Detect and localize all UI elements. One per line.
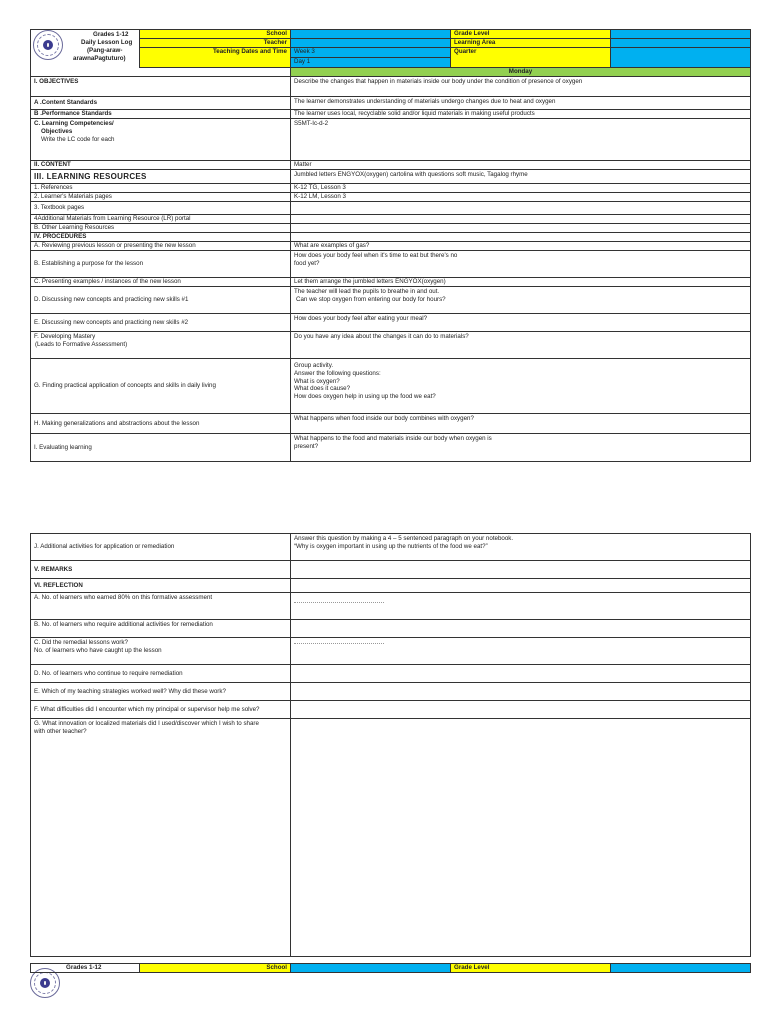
school-value[interactable] (291, 30, 451, 39)
teacher-value[interactable] (291, 39, 451, 48)
ref-g-line-2: with other teacher? (34, 727, 87, 735)
competencies-value[interactable]: S5MT-Ic-d-2 (294, 120, 329, 127)
log-subtitle-1: (Pang-araw- (87, 47, 123, 54)
performance-standards-value[interactable]: The learner uses local, recyclable solid and/or liquid materials in making useful products (294, 110, 535, 117)
proc-g-line-4: What does it cause? (294, 385, 351, 393)
table-row (31, 620, 750, 638)
ref-e-label: E. Which of my teaching strategies worked well? Why did these work? (31, 683, 291, 700)
additional-materials-label: 4Additional Materials from Learning Resource (LR) portal (31, 215, 291, 223)
proc-i-label: I. Evaluating learning (31, 434, 291, 461)
proc-h-value[interactable]: What happens when food inside our body combines with oxygen? (294, 415, 474, 422)
performance-standards-label: B .Performance Standards (31, 110, 291, 118)
table-row (31, 701, 750, 719)
table-row (31, 683, 750, 701)
references-value[interactable]: K-12 TG, Lesson 3 (294, 184, 346, 191)
table-row (31, 193, 750, 202)
objectives-label: I. OBJECTIVES (31, 77, 291, 96)
ref-b-label: B. No. of learners who require additional activities for remediation (31, 620, 291, 637)
procedures-label: IV. PROCEDURES (31, 233, 291, 241)
table-row (31, 579, 750, 593)
proc-d-label: D. Discussing new concepts and practicing new skills #1 (31, 287, 291, 313)
lesson-table (30, 76, 751, 462)
proc-g-line-1: Group activity. (294, 362, 334, 369)
proc-h-label: H. Making generalizations and abstractions about the lesson (31, 414, 291, 433)
proc-b-line-2: food yet? (294, 259, 320, 267)
table-row (31, 224, 750, 233)
table-row (31, 332, 750, 359)
proc-g-line-5: How does oxygen help in using up the food we eat? (294, 393, 436, 400)
table-row (31, 119, 750, 161)
grade-level-label: Grade Level (451, 30, 611, 39)
references-label: 1. References (31, 184, 291, 192)
proc-f-line-2: (Leads to Formative Assessment) (35, 340, 128, 348)
table-row (31, 202, 750, 215)
table-row (31, 359, 750, 414)
table-row (31, 534, 750, 561)
competencies-label (31, 119, 291, 160)
reflection-label: VI. REFLECTION (31, 579, 291, 592)
proc-g-line-3: What is oxygen? (294, 377, 340, 385)
additional-materials-value[interactable] (291, 215, 750, 223)
table-row (31, 110, 750, 119)
dates-label: Teaching Dates and Time (140, 48, 291, 68)
ref-f-value[interactable] (291, 701, 750, 718)
quarter-label: Quarter (451, 48, 611, 68)
ref-c-value[interactable] (291, 638, 750, 664)
learning-area-value[interactable] (611, 39, 750, 48)
footer-grades: Grades 1-12 (31, 964, 140, 972)
ref-a-value[interactable] (291, 593, 750, 619)
next-page-header (30, 963, 751, 973)
proc-d-value[interactable] (291, 287, 750, 313)
proc-d-line-2: Can we stop oxygen from entering our body for hours? (296, 295, 446, 303)
proc-j-line-2: “Why is oxygen important in using up the nutrients of the food we eat?” (294, 542, 488, 550)
grades-label: Grades 1-12 (93, 31, 129, 38)
proc-f-line-1: F. Developing Mastery (34, 333, 96, 340)
table-row (31, 170, 750, 184)
proc-j-label: J. Additional activities for application or remediation (31, 534, 291, 560)
ref-g-label (31, 719, 291, 956)
table-row (31, 184, 750, 193)
ref-d-label: D. No. of learners who continue to require remediation (31, 665, 291, 682)
ref-f-label: F. What difficulties did I encounter which my principal or supervisor help me solve? (31, 701, 291, 718)
proc-j-line-1: Answer this question by making a 4 – 5 sentenced paragraph on your notebook. (294, 535, 514, 542)
proc-g-label: G. Finding practical application of concepts and skills in daily living (31, 359, 291, 413)
proc-b-label: B. Establishing a purpose for the lesson (31, 251, 291, 277)
school-label: School (140, 30, 291, 39)
reflection-value[interactable] (291, 579, 750, 592)
content-label: II. CONTENT (31, 161, 291, 169)
table-row (31, 434, 750, 461)
day-value[interactable]: Day 1 (291, 58, 451, 68)
ref-e-value[interactable] (291, 683, 750, 700)
lm-pages-value[interactable]: K-12 LM, Lesson 3 (294, 193, 346, 200)
table-row (31, 251, 750, 278)
proc-a-label: A. Reviewing previous lesson or presenting the new lesson (31, 242, 291, 250)
quarter-value[interactable] (611, 48, 750, 68)
ref-c-line-1: C. Did the remedial lessons work? (34, 639, 128, 646)
table-row (31, 561, 750, 579)
ref-b-value[interactable] (291, 620, 750, 637)
textbook-pages-value[interactable] (291, 202, 750, 214)
proc-e-label: E. Discussing new concepts and practicing new skills #2 (31, 314, 291, 331)
other-resources-label: B. Other Learning Resources (31, 224, 291, 232)
content-standards-value[interactable]: The learner demonstrates understanding of materials undergo changes due to heat and oxygen (294, 98, 556, 105)
dll-header (30, 29, 751, 77)
table-row (31, 77, 750, 97)
dll-title-block (31, 30, 140, 68)
proc-b-value[interactable] (291, 251, 750, 277)
remarks-value[interactable] (291, 561, 750, 578)
proc-c-label: C. Presenting examples / instances of the new lesson (31, 278, 291, 286)
reflection-table (30, 533, 751, 957)
ref-g-line-1: G. What innovation or localized materials did I used/discover which I wish to share (34, 720, 259, 727)
ref-c-label (31, 638, 291, 664)
lm-pages-label: 2. Learner's Materials pages (31, 193, 291, 201)
textbook-pages-label: 3. Textbook pages (31, 202, 291, 214)
table-row (31, 719, 750, 956)
remarks-label: V. REMARKS (31, 561, 291, 578)
table-row (31, 287, 750, 314)
day-label: Monday (291, 68, 750, 76)
proc-i-line-1: What happens to the food and materials inside our body when oxygen is (294, 435, 492, 442)
header-spacer (31, 68, 291, 76)
learning-area-label: Learning Area (451, 39, 611, 48)
week-value[interactable]: Week 3 (291, 48, 451, 58)
table-row (31, 97, 750, 110)
proc-i-line-2: present? (294, 442, 319, 450)
answer-line (294, 602, 384, 603)
log-subtitle-2: arawnaPagtuturo) (73, 55, 126, 62)
table-row (31, 233, 750, 242)
table-row (31, 314, 750, 332)
teacher-label: Teacher (140, 39, 291, 48)
proc-g-value[interactable] (291, 359, 750, 413)
grade-level-value[interactable] (611, 30, 750, 39)
content-value[interactable]: Matter (294, 161, 312, 168)
proc-e-value[interactable]: How does your body feel after eating your meal? (294, 315, 428, 322)
footer-grade-level-value[interactable] (611, 964, 750, 972)
table-row (31, 414, 750, 434)
resources-value[interactable]: Jumbled letters ENGYOX(oxygen) cartolina with questions soft music, Tagalog rhyme (294, 171, 528, 178)
footer-school-value[interactable] (291, 964, 451, 972)
footer-school-label: School (140, 964, 291, 972)
other-resources-value[interactable] (291, 224, 750, 232)
proc-d-line-1: The teacher will lead the pupils to breathe in and out. (294, 288, 440, 295)
ref-d-value[interactable] (291, 665, 750, 682)
ref-a-label: A. No. of learners who earned 80% on this formative assessment (31, 593, 291, 619)
procedures-value[interactable] (291, 233, 750, 241)
log-title: Daily Lesson Log (81, 39, 133, 46)
resources-label: III. LEARNING RESOURCES (31, 170, 291, 183)
ref-g-value[interactable] (291, 719, 750, 956)
proc-f-label (31, 332, 291, 358)
proc-i-value[interactable] (291, 434, 750, 461)
table-row (31, 242, 750, 251)
ref-c-line-2: No. of learners who have caught up the lesson (34, 646, 162, 654)
competencies-line-2: Objectives (41, 127, 73, 135)
proc-c-value[interactable]: Let them arrange the jumbled letters ENGYOX(oxygen) (294, 278, 446, 285)
table-row (31, 278, 750, 287)
footer-grade-level-label: Grade Level (451, 964, 611, 972)
proc-j-value[interactable] (291, 534, 750, 560)
proc-f-value[interactable]: Do you have any idea about the changes it can do to materials? (294, 333, 469, 340)
answer-line (294, 643, 384, 644)
content-standards-label: A .Content Standards (31, 97, 291, 109)
table-row (31, 638, 750, 665)
table-row (31, 161, 750, 170)
proc-b-line-1: How does your body feel when it's time to eat but there's no (294, 252, 458, 259)
competencies-line-3: Write the LC code for each (41, 135, 115, 143)
table-row (31, 665, 750, 683)
table-row (31, 593, 750, 620)
objectives-value[interactable]: Describe the changes that happen in materials inside our body under the condition of presence of oxygen (294, 78, 583, 85)
proc-g-line-2: Answer the following questions: (294, 369, 381, 377)
table-row (31, 215, 750, 224)
competencies-line-1: C. Learning Competencies/ (34, 120, 114, 127)
proc-a-value[interactable]: What are examples of gas? (294, 242, 370, 249)
